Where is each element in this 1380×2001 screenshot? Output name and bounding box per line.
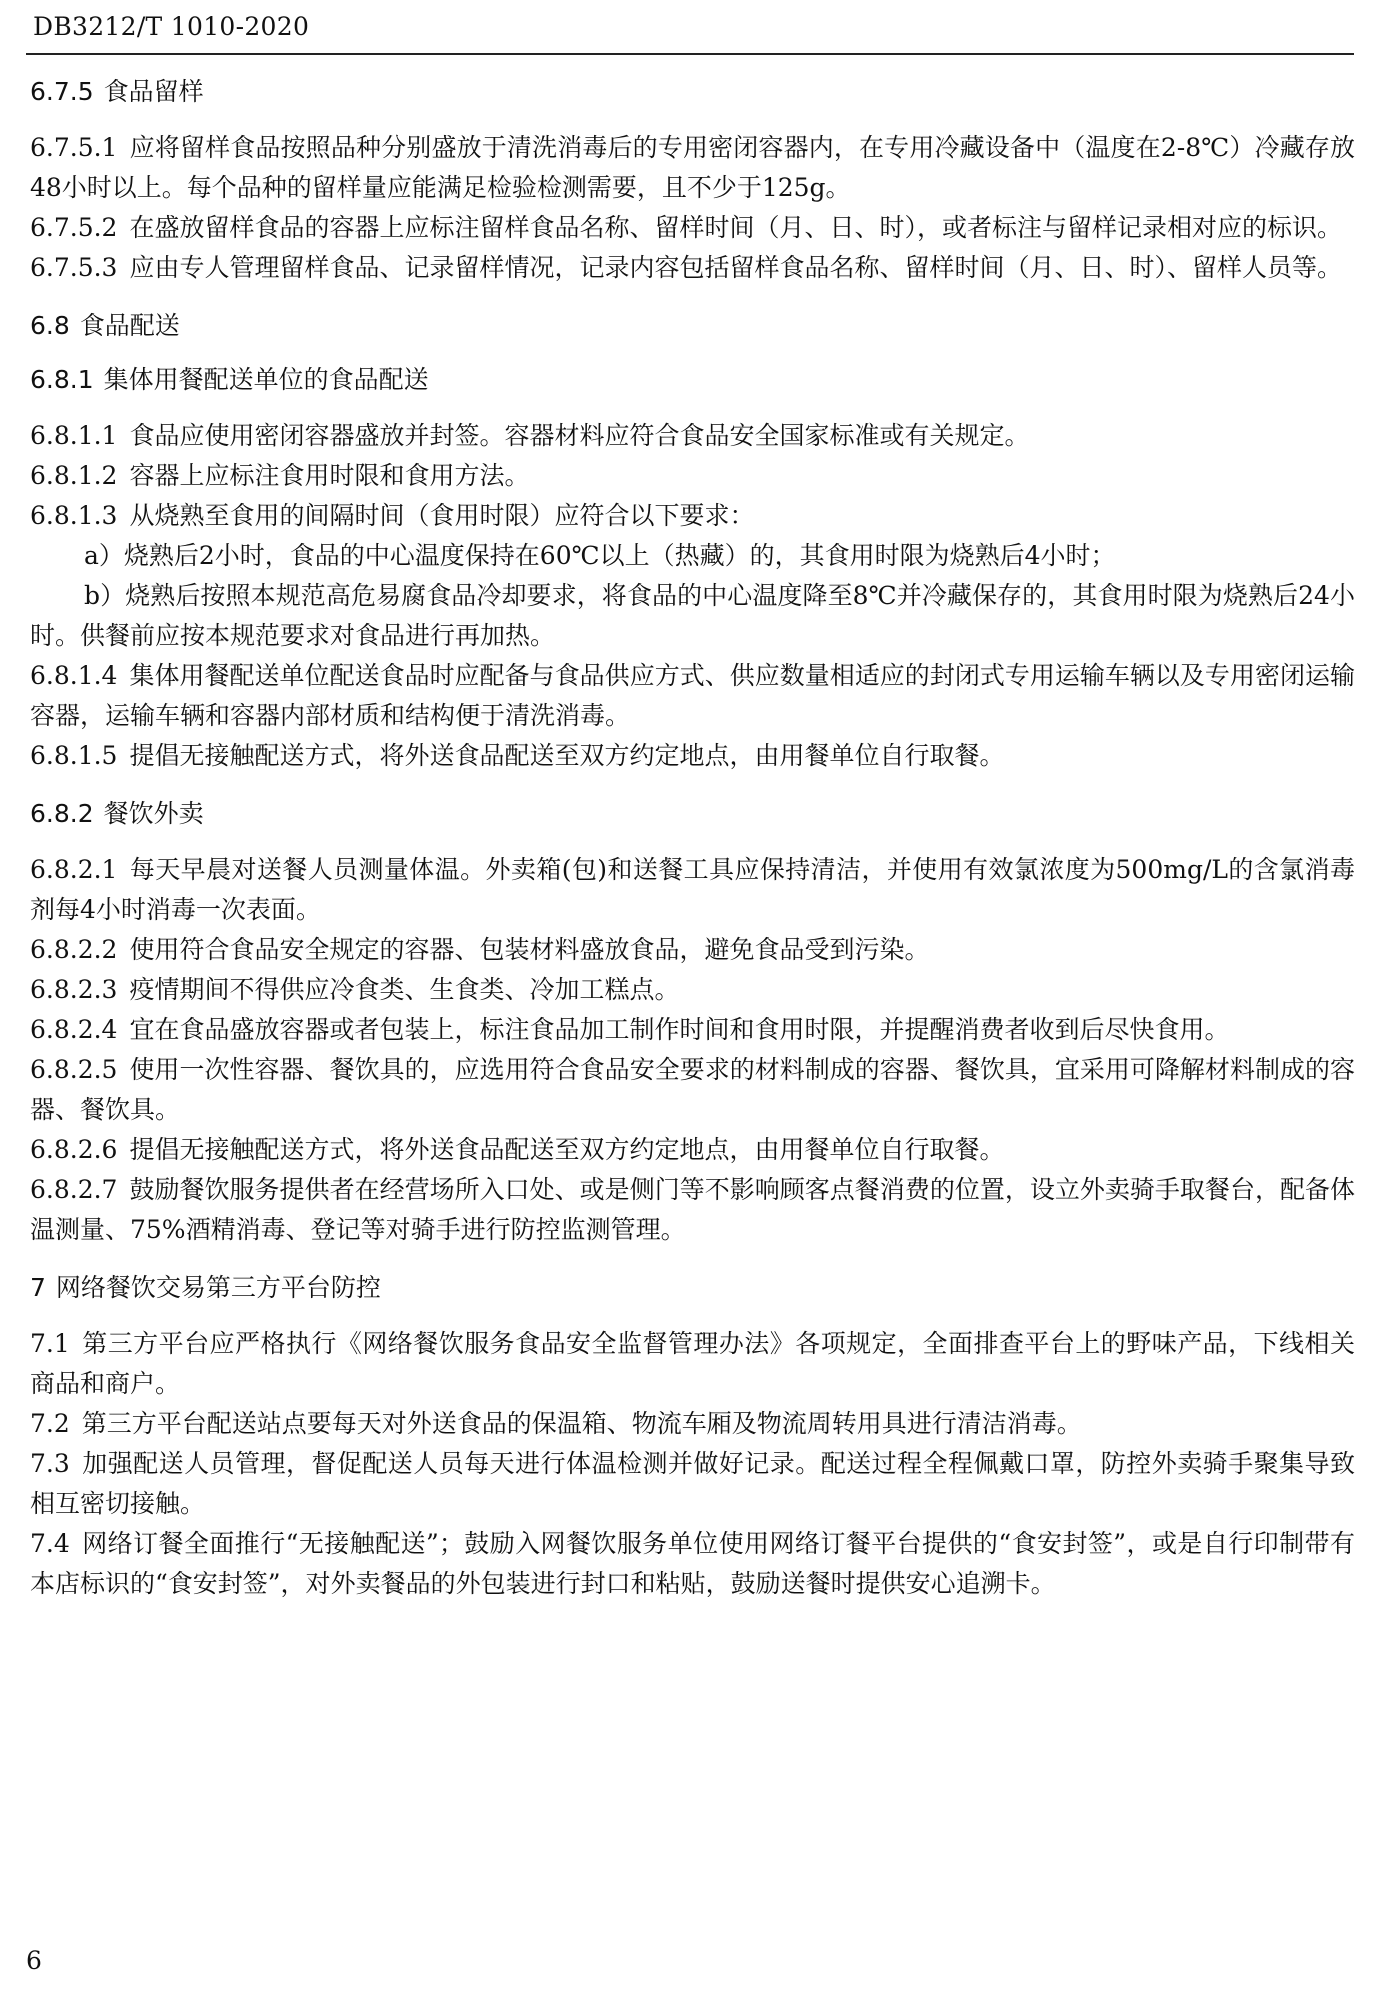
clause-text: 使用一次性容器、餐饮具的，应选用符合食品安全要求的材料制成的容器、餐饮具，宜采用可降解材料制成的容器、餐饮具。 xyxy=(30,1055,1355,1124)
clause-text: 食品应使用密闭容器盛放并封签。容器材料应符合食品安全国家标准或有关规定。 xyxy=(129,421,1030,450)
clause xyxy=(30,248,1355,288)
clause xyxy=(30,1050,1355,1130)
clause-number: 6.8.1.2 xyxy=(30,461,118,490)
section-heading xyxy=(30,796,1355,832)
clause xyxy=(30,656,1355,736)
clause xyxy=(30,1010,1355,1050)
clause-number: 6.8.1.5 xyxy=(30,741,118,770)
clause-number: 7.2 xyxy=(30,1409,70,1438)
clause xyxy=(30,496,1355,536)
clause xyxy=(30,970,1355,1010)
clause xyxy=(30,736,1355,776)
standard-code: DB3212/T 1010-2020 xyxy=(33,12,310,41)
clause xyxy=(30,1130,1355,1170)
clause xyxy=(30,128,1355,208)
clause-text: 提倡无接触配送方式，将外送食品配送至双方约定地点，由用餐单位自行取餐。 xyxy=(129,1135,1005,1164)
clause xyxy=(30,1324,1355,1404)
clause-number: 6.7.5.2 xyxy=(30,213,118,242)
section-heading xyxy=(30,1270,1355,1306)
section-title: 网络餐饮交易第三方平台防控 xyxy=(55,1273,381,1302)
section-number: 6.8 xyxy=(30,311,70,340)
section-number: 6.8.2 xyxy=(30,799,94,828)
section-title: 食品留样 xyxy=(103,77,204,106)
clause xyxy=(30,930,1355,970)
clause-text: 从烧熟至食用的间隔时间（食用时限）应符合以下要求： xyxy=(129,501,755,530)
clause-text: 在盛放留样食品的容器上应标注留样食品名称、留样时间（月、日、时），或者标注与留样记录相对应的标识。 xyxy=(129,213,1342,242)
section-title: 食品配送 xyxy=(79,311,180,340)
section-number: 7 xyxy=(30,1273,46,1302)
section-number: 6.8.1 xyxy=(30,365,94,394)
clause xyxy=(30,456,1355,496)
clause-text: 第三方平台配送站点要每天对外送食品的保温箱、物流车厢及物流周转用具进行清洁消毒。 xyxy=(81,1409,1082,1438)
clause-number: 6.8.1.1 xyxy=(30,421,118,450)
clause-number: 6.8.2.7 xyxy=(30,1175,118,1204)
section-title: 集体用餐配送单位的食品配送 xyxy=(103,365,429,394)
clause xyxy=(30,208,1355,248)
clause-number: 6.8.2.6 xyxy=(30,1135,118,1164)
clause-number: 6.8.2.5 xyxy=(30,1055,118,1084)
clause-text: 每天早晨对送餐人员测量体温。外卖箱(包)和送餐工具应保持清洁，并使用有效氯浓度为500mg/L的含氯消毒剂每4小时消毒一次表面。 xyxy=(30,855,1355,924)
clause-number: 6.8.1.3 xyxy=(30,501,118,530)
header-rule xyxy=(26,53,1354,55)
clause-number: 6.8.2.4 xyxy=(30,1015,118,1044)
clause-number: 6.7.5.1 xyxy=(30,133,118,162)
document-content xyxy=(30,74,1355,1604)
section-heading xyxy=(30,74,1355,110)
clause-text: 提倡无接触配送方式，将外送食品配送至双方约定地点，由用餐单位自行取餐。 xyxy=(129,741,1005,770)
clause xyxy=(30,1524,1355,1604)
clause-number: 7.3 xyxy=(30,1449,70,1478)
list-item: b）烧熟后按照本规范高危易腐食品冷却要求，将食品的中心温度降至8℃并冷藏保存的，其食用时限为烧熟后24小时。供餐前应按本规范要求对食品进行再加热。 xyxy=(30,581,1355,650)
clause xyxy=(30,850,1355,930)
section-heading xyxy=(30,308,1355,344)
section-title: 餐饮外卖 xyxy=(103,799,204,828)
section-number: 6.7.5 xyxy=(30,77,94,106)
clause-text: 应将留样食品按照品种分别盛放于清洗消毒后的专用密闭容器内，在专用冷藏设备中（温度在2-8℃）冷藏存放48小时以上。每个品种的留样量应能满足检验检测需要，且不少于125g。 xyxy=(30,133,1355,202)
clause-text: 疫情期间不得供应冷食类、生食类、冷加工糕点。 xyxy=(129,975,680,1004)
clause xyxy=(30,1404,1355,1444)
clause-text: 第三方平台应严格执行《网络餐饮服务食品安全监督管理办法》各项规定，全面排查平台上的野味产品，下线相关商品和商户。 xyxy=(30,1329,1355,1398)
clause-text: 集体用餐配送单位配送食品时应配备与食品供应方式、供应数量相适应的封闭式专用运输车辆以及专用密闭运输容器，运输车辆和容器内部材质和结构便于清洗消毒。 xyxy=(30,661,1355,730)
clause-text: 网络订餐全面推行“无接触配送”；鼓励入网餐饮服务单位使用网络订餐平台提供的“食安封签”，或是自行印制带有本店标识的“食安封签”，对外卖餐品的外包装进行封口和粘贴，鼓励送餐时提供安心追溯卡。 xyxy=(30,1529,1355,1598)
clause-text: 应由专人管理留样食品、记录留样情况，记录内容包括留样食品名称、留样时间（月、日、时）、留样人员等。 xyxy=(129,253,1342,282)
list-item: a）烧熟后2小时，食品的中心温度保持在60℃以上（热藏）的，其食用时限为烧熟后4小时； xyxy=(84,541,1116,570)
clause-text: 加强配送人员管理，督促配送人员每天进行体温检测并做好记录。配送过程全程佩戴口罩，防控外卖骑手聚集导致相互密切接触。 xyxy=(30,1449,1355,1518)
clause-text: 鼓励餐饮服务提供者在经营场所入口处、或是侧门等不影响顾客点餐消费的位置，设立外卖骑手取餐台，配备体温测量、75%酒精消毒、登记等对骑手进行防控监测管理。 xyxy=(30,1175,1355,1244)
clause-text: 宜在食品盛放容器或者包装上，标注食品加工制作时间和食用时限，并提醒消费者收到后尽快食用。 xyxy=(129,1015,1230,1044)
section-heading xyxy=(30,362,1355,398)
clause-number: 6.8.1.4 xyxy=(30,661,118,690)
clause-text: 使用符合食品安全规定的容器、包装材料盛放食品，避免食品受到污染。 xyxy=(129,935,930,964)
clause-text: 容器上应标注食用时限和食用方法。 xyxy=(129,461,530,490)
clause-number: 6.8.2.2 xyxy=(30,935,118,964)
clause xyxy=(30,416,1355,456)
clause xyxy=(30,1444,1355,1524)
clause-number: 6.8.2.1 xyxy=(30,855,118,884)
clause xyxy=(30,1170,1355,1250)
clause-number: 6.7.5.3 xyxy=(30,253,118,282)
clause-number: 7.1 xyxy=(30,1329,70,1358)
page-number: 6 xyxy=(26,1946,42,1975)
clause-number: 6.8.2.3 xyxy=(30,975,118,1004)
clause-number: 7.4 xyxy=(30,1529,70,1558)
